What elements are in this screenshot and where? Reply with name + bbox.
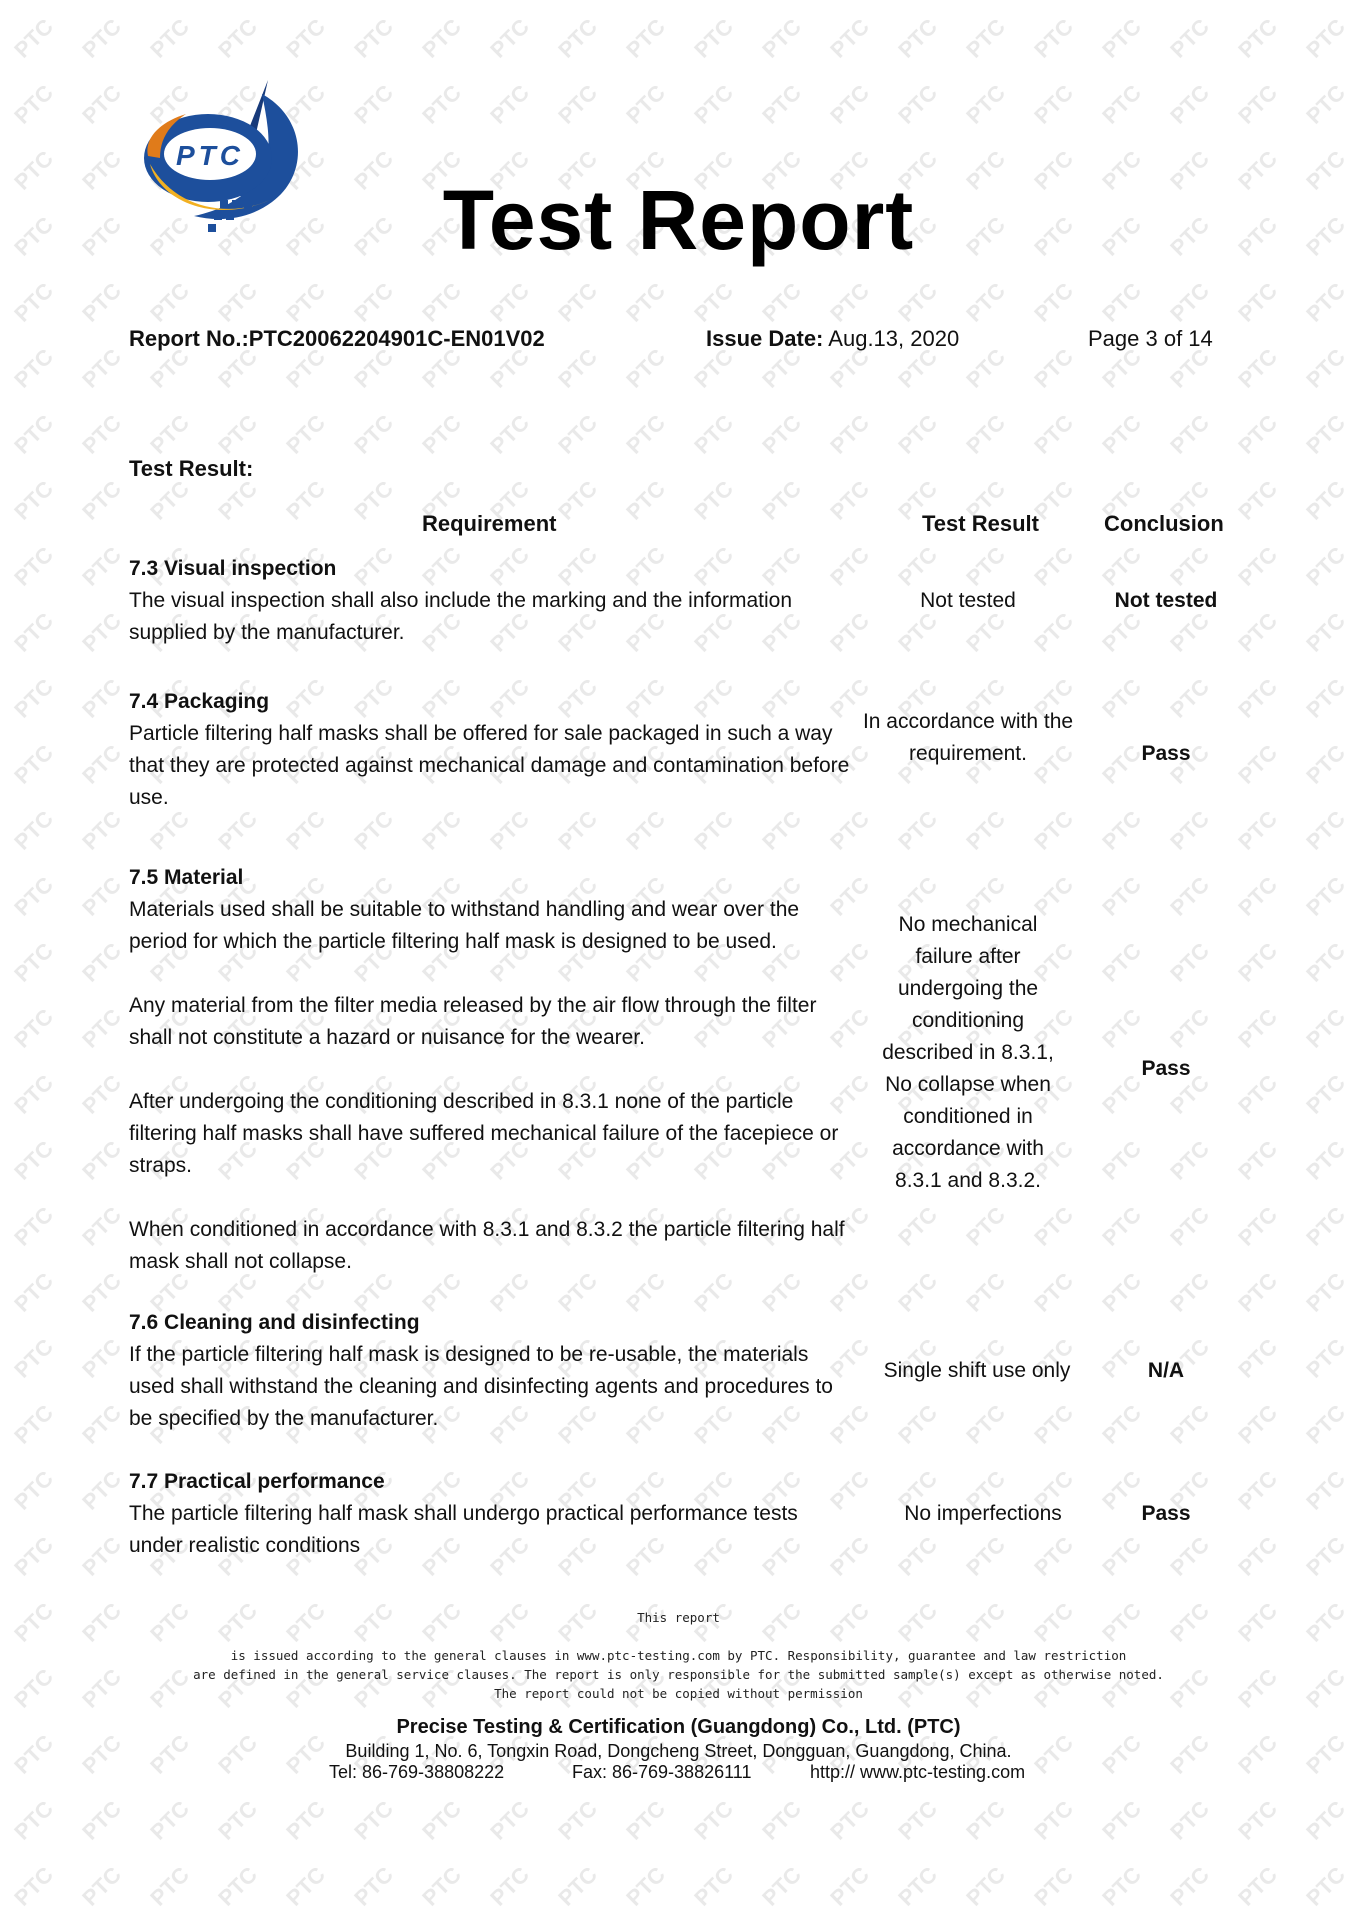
requirement-text: Particle filtering half masks shall be offered for sale packaged in such a way that they are protected against mechanical damage and contamination before use. [129,722,850,809]
requirement-heading: 7.3 Visual inspection [129,557,337,580]
requirement-7-7 [129,1466,857,1562]
requirement-heading: 7.7 Practical performance [129,1470,385,1493]
footer-disclaimer-line: The report could not be copied without permission [494,1686,863,1701]
issue-date-label: Issue Date: [706,326,824,351]
requirement-text: When conditioned in accordance with 8.3.1 and 8.3.2 the particle filtering half mask shall not collapse. [129,1218,845,1273]
test-result-7-7: No imperfections [904,1502,1062,1525]
test-result-line: No mechanical failure after undergoing the conditioning described in 8.3.1, [882,913,1054,1064]
requirement-7-6 [129,1307,857,1435]
document-title: Test Report [442,173,915,267]
requirement-text: The visual inspection shall also include the marking and the information supplied by the manufacturer. [129,589,793,644]
conclusion-7-3: Not tested [1114,589,1218,612]
conclusion-7-5: Pass [1141,1057,1191,1080]
test-result-7-4: In accordance with the requirement. [862,710,1074,765]
issue-date-value: Aug.13, 2020 [828,326,960,351]
company-website: http:// www.ptc-testing.com [810,1762,1026,1782]
test-result-line: No collapse when conditioned in accordance with 8.3.1 and 8.3.2. [885,1073,1051,1192]
column-header-requirement: Requirement [422,511,557,536]
conclusion-7-4: Pass [1141,742,1191,765]
footer-disclaimer [0,1646,1357,1703]
test-result-7-3: Not tested [920,589,1016,612]
company-phone: Tel: 86-769-38808222 [329,1762,505,1782]
svg-text:PTC: PTC [176,140,244,171]
report-number: Report No.:PTC20062204901C-EN01V02 [129,326,545,351]
issue-date [706,326,959,352]
company-name: Precise Testing & Certification (Guangdong) Co., Ltd. (PTC) [396,1716,961,1738]
conclusion-7-7: Pass [1141,1502,1191,1525]
requirement-7-4 [129,686,857,814]
requirement-heading: 7.4 Packaging [129,690,270,713]
footer-note-heading: This report [637,1610,720,1625]
test-result-7-6: Single shift use only [883,1359,1071,1382]
requirement-text: Any material from the filter media released by the air flow through the filter shall not constitute a hazard or nuisance for the wearer. [129,994,817,1049]
requirement-text: After undergoing the conditioning described in 8.3.1 none of the particle filtering half masks shall have suffered mechanical failure of the facepiece or straps. [129,1090,839,1177]
requirement-7-3 [129,553,857,649]
page-number: Page 3 of 14 [1088,326,1213,351]
section-title: Test Result: [129,456,254,481]
conclusion-7-6: N/A [1147,1359,1185,1382]
requirement-text: If the particle filtering half mask is designed to be re-usable, the materials used shall withstand the cleaning and disinfecting agents and procedures to be specified by the manufacturer. [129,1343,833,1430]
company-fax: Fax: 86-769-38826111 [572,1762,752,1782]
footer-disclaimer-line: is issued according to the general clauses in www.ptc-testing.com by PTC. Responsibility, guarantee and law restriction [230,1648,1127,1663]
requirement-7-5 [129,862,857,1278]
test-result-7-5 [870,909,1066,1197]
requirement-heading: 7.6 Cleaning and disinfecting [129,1311,420,1334]
requirement-text: The particle filtering half mask shall undergo practical performance tests under realistic conditions [129,1502,798,1557]
requirement-text: Materials used shall be suitable to withstand handling and wear over the period for which the particle filtering half mask is designed to be used. [129,898,800,953]
company-address: Building 1, No. 6, Tongxin Road, Dongcheng Street, Dongguan, Guangdong, China. [345,1741,1012,1761]
footer-disclaimer-line: are defined in the general service clauses. The report is only responsible for the submitted sample(s) except as otherwise noted. [193,1667,1164,1682]
requirement-heading: 7.5 Material [129,866,244,889]
column-header-test-result: Test Result [922,511,1039,536]
column-header-conclusion: Conclusion [1104,511,1224,536]
